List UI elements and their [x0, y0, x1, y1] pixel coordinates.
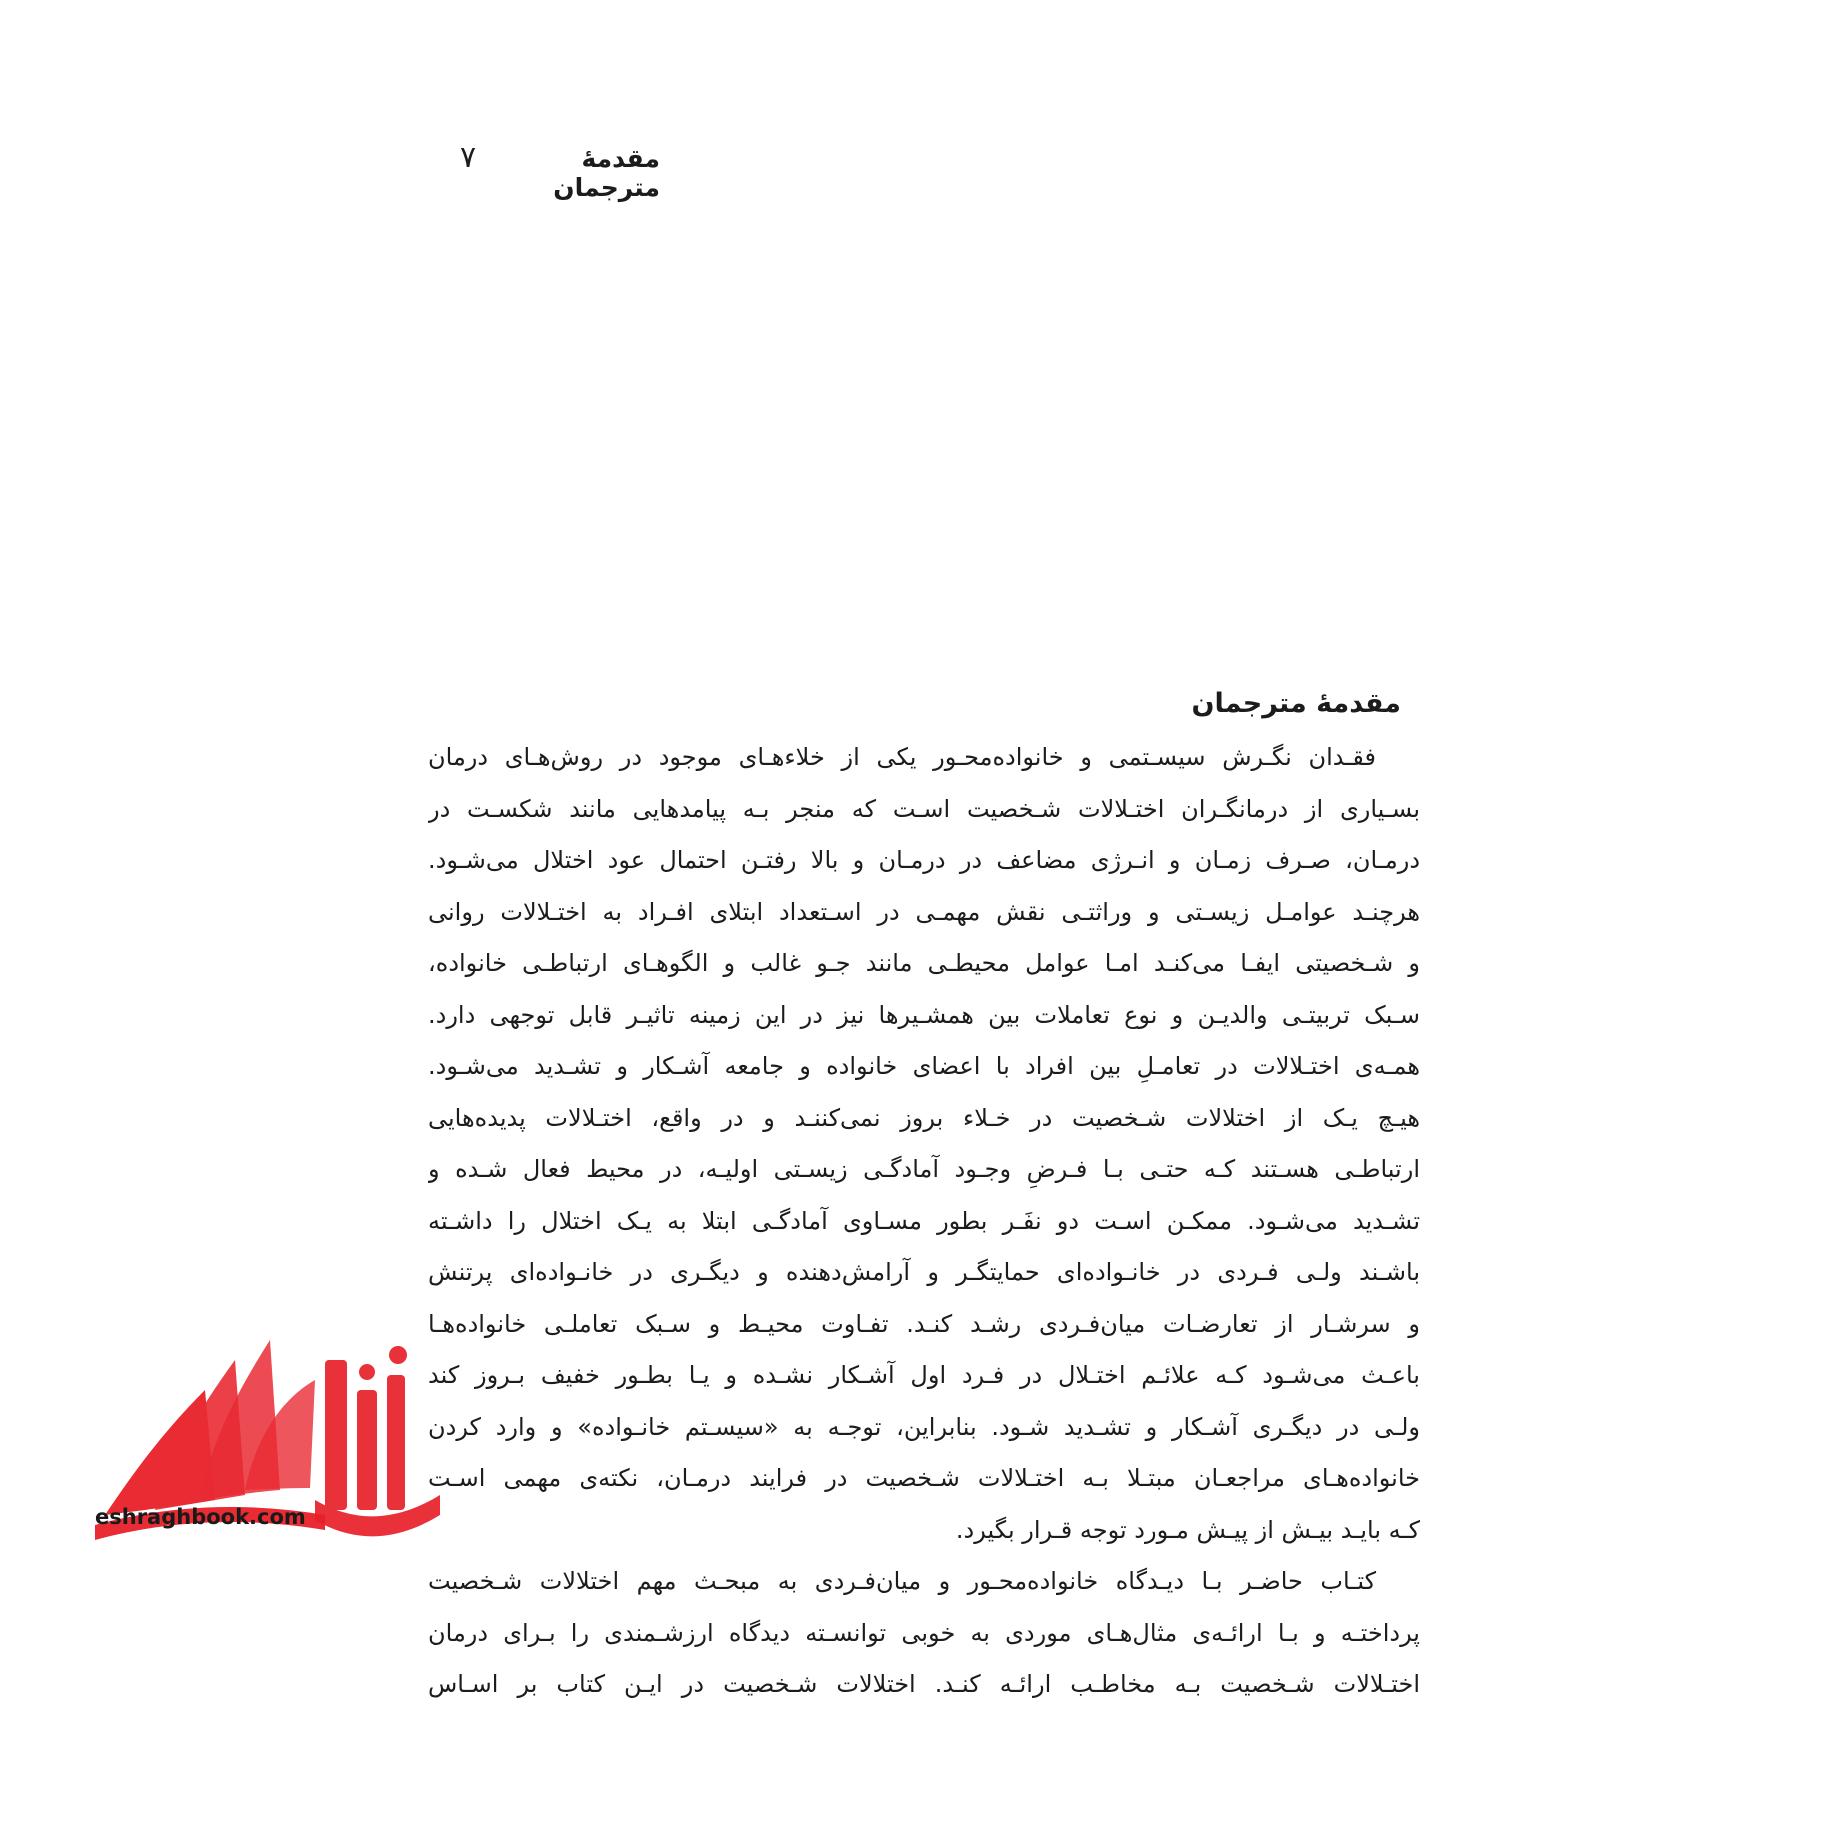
text-line: باشـند ولـی فـردی در خانـواده‌ای حمایتگـر و آرامش‌دهنده و دیگـری در خانـواده‌ای پرتنش: [428, 1258, 1420, 1286]
text-line: و سرشـار از تعارضـات میان‌فـردی رشـد کنـد. تفـاوت محیـط و سـبک تعاملـی خانواده‌هـا: [428, 1309, 1420, 1338]
page-number: ۷: [460, 140, 477, 175]
text-line: باعـث می‌شـود کـه علائـم اختـلال در فـرد اول آشـکار نشـده و یـا بطـور خفیف بـروز کند: [428, 1361, 1420, 1389]
body-text: [428, 732, 1420, 1711]
text-line: و شـخصیتی ایفـا می‌کنـد امـا عوامل محیطـی مانند جـو غالب و الگوهـای ارتباطـی خانواده،: [428, 949, 1420, 977]
running-title: مقدمهٔ مترجمان: [553, 144, 660, 202]
text-line: پرداختـه و بـا ارائـه‌ی مثال‌هـای موردی به خوبی توانسـته دیدگاه ارزشـمندی را بـرای درمان: [428, 1618, 1420, 1647]
text-line: سـبک تربیتـی والدیـن و نوع تعاملات بین همشـیرها نیز در این زمینه تاثیـر قابل توجهی دارد.: [428, 1000, 1420, 1029]
text-line: هرچنـد عوامـل زیسـتی و وراثتـی نقش مهمـی در اسـتعداد ابتلای افـراد به اختـلالات روانی: [428, 897, 1420, 926]
text-line: تشـدید می‌شـود. ممکـن اسـت دو نفَـر بطور مسـاوی آمادگـی ابتلا به یـک اختلال را داشـته: [428, 1206, 1420, 1235]
text-line: درمـان، صـرف زمـان و انـرژی مضاعف در درمـان و بالا رفتـن احتمال عود اختلال می‌شـود.: [428, 846, 1420, 874]
section-title: مقدمهٔ مترجمان: [1191, 688, 1401, 719]
watermark-url: eshraghbook.com: [95, 1505, 306, 1529]
text-line: بسـیاری از درمانگـران اختـلالات شـخصیت اسـت که منجر بـه پیامدهایی مانند شکسـت در: [428, 794, 1420, 823]
text-line: خانواده‌هـای مراجعـان مبتـلا بـه اختـلالات شـخصیت در فرایند درمـان، نکته‌ی مهمی اسـت: [428, 1464, 1420, 1492]
text-line: همـه‌ی اختـلالات در تعامـلِ بین افراد با اعضای خانواده و جامعه آشـکار و تشـدید می‌شـود.: [428, 1052, 1420, 1080]
running-header: [460, 140, 660, 202]
text-line: هیـچ یـک از اختلالات شـخصیت در خـلاء بروز نمی‌کننـد و در واقع، اختـلالات پدیده‌هایی: [428, 1103, 1420, 1132]
text-line: اختـلالات شـخصیت بـه مخاطـب ارائـه کنـد. اختلالات شـخصیت در ایـن کتاب بر اسـاس: [428, 1670, 1420, 1698]
text-line: فقـدان نگـرش سیسـتمی و خانواده‌محـور یکی از خلاءهـای موجود در روش‌هـای درمان: [428, 743, 1376, 771]
text-line: ارتباطـی هسـتند کـه حتـی بـا فـرضِ وجـود آمادگـی زیسـتی اولیـه، در محیط فعال شـده و: [428, 1155, 1420, 1183]
text-line: کـه بایـد بیـش از پیـش مـورد توجه قـرار بگیرد.: [955, 1515, 1420, 1544]
text-line: کتـاب حاضـر بـا دیـدگاه خانواده‌محـور و میان‌فـردی به مبحـث مهم اختلالات شـخصیت: [428, 1567, 1376, 1595]
text-line: ولـی در دیگـری آشـکار و تشـدید شـود. بنابراین، توجـه به «سیسـتم خانـواده» و وارد کردن: [428, 1412, 1420, 1441]
